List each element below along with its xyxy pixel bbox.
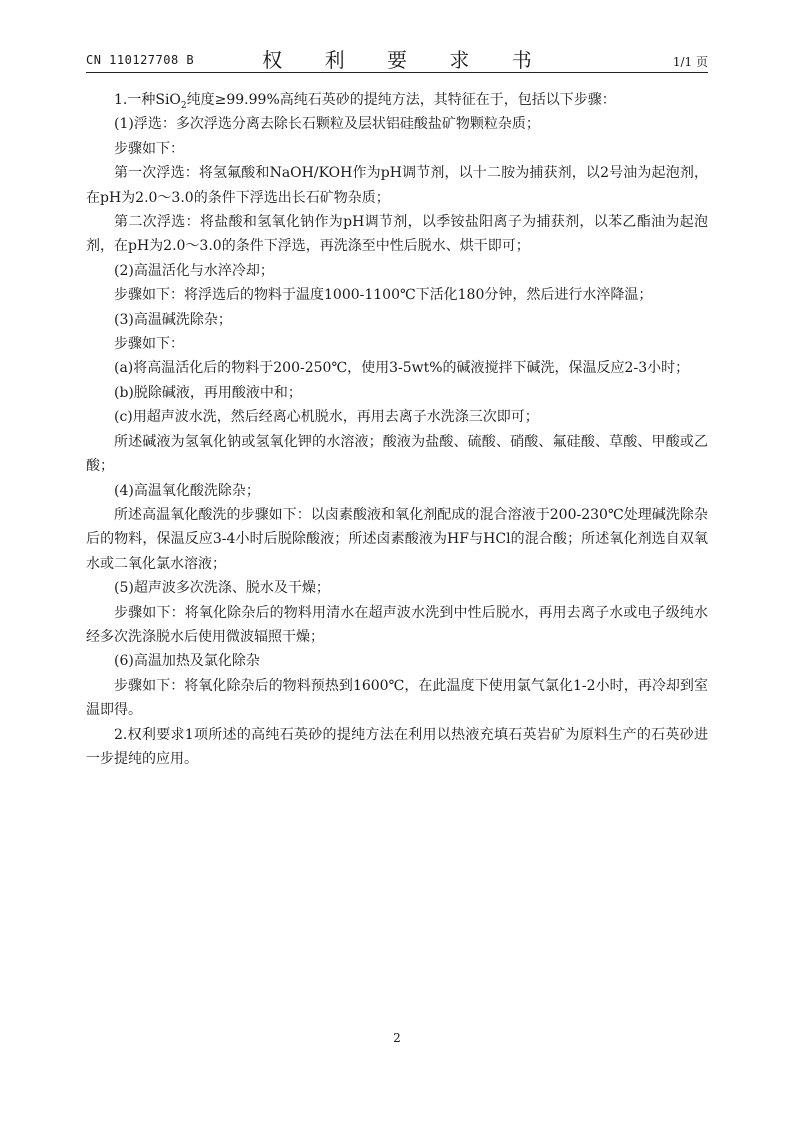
page-title: 权 利 要 求 书 [262,48,550,72]
paragraph: 第二次浮选：将盐酸和氢氧化钠作为pH调节剂，以季铵盐阳离子为捕获剂，以苯乙酯油为起泡剂，在pH为2.0～3.0的条件下浮选，再洗涤至中性后脱水、烘干即可； [86,214,708,255]
paragraph: 步骤如下：将浮选后的物料于温度1000-1100℃下活化180分钟，然后进行水淬降温； [114,287,653,304]
paragraph: 所述高温氧化酸洗的步骤如下：以卤素酸液和氧化剂配成的混合溶液于200-230℃处理碱洗除杂后的物料，保温反应3-4小时后脱除酸液；所述卤素酸液为HF与HCl的混合酸；所述氧化剂选自双氧水或二氧化氯水溶液； [86,506,708,572]
step-6-heading: (6)高温加热及氯化除杂 [114,653,260,670]
page-number: 2 [393,1031,401,1045]
paragraph: (a)将高温活化后的物料于200-250℃，使用3-5wt%的碱液搅拌下碱洗，保温反应2-3小时； [114,360,690,377]
step-5-heading: (5)超声波多次洗涤、脱水及干燥； [114,580,330,597]
step-2-heading: (2)高温活化与水淬冷却； [114,262,274,279]
step-4-heading: (4)高温氧化酸洗除杂； [114,482,260,499]
step-1-heading: (1)浮选：多次浮选分离去除长石颗粒及层状铝硅酸盐矿物颗粒杂质； [114,116,540,133]
step-label: 步骤如下： [114,140,184,157]
header-divider [86,72,708,73]
document-number: CN 110127708 B [86,53,195,67]
claim-2: 2.权利要求1项所述的高纯石英砂的提纯方法在利用以热液充填石英岩矿为原料生产的石英砂进一步提纯的应用。 [86,726,708,767]
claims-body [86,88,708,771]
paragraph: 所述碱液为氢氧化钠或氢氧化钾的水溶液；酸液为盐酸、硫酸、硝酸、氟硅酸、草酸、甲酸或乙酸； [86,433,708,475]
paragraph: (b)脱除碱液，再用酸液中和； [114,384,302,401]
paragraph: 步骤如下：将氧化除杂后的物料预热到1600℃，在此温度下使用氯气氯化1-2小时，再冷却到室温即得。 [86,677,708,719]
page-header [86,44,708,70]
claim-1-intro: 1.一种SiO$_2$纯度≥99.99%高纯石英砂的提纯方法，其特征在于，包括以下步骤： [114,92,616,111]
step-label: 步骤如下： [114,336,184,353]
paragraph: (c)用超声波水洗，然后经离心机脱水，再用去离子水洗涤三次即可； [114,409,539,426]
paragraph: 步骤如下：将氧化除杂后的物料用清水在超声波水洗到中性后脱水，再用去离子水或电子级纯水经多次洗涤脱水后使用微波辐照干燥； [86,604,708,645]
step-3-heading: (3)高温碱洗除杂； [114,311,232,328]
paragraph: 第一次浮选：将氢氟酸和NaOH/KOH作为pH调节剂，以十二胺为捕获剂，以2号油为起泡剂，在pH为2.0～3.0的条件下浮选出长石矿物杂质； [86,165,708,206]
page-count: 1/1 页 [672,55,708,69]
